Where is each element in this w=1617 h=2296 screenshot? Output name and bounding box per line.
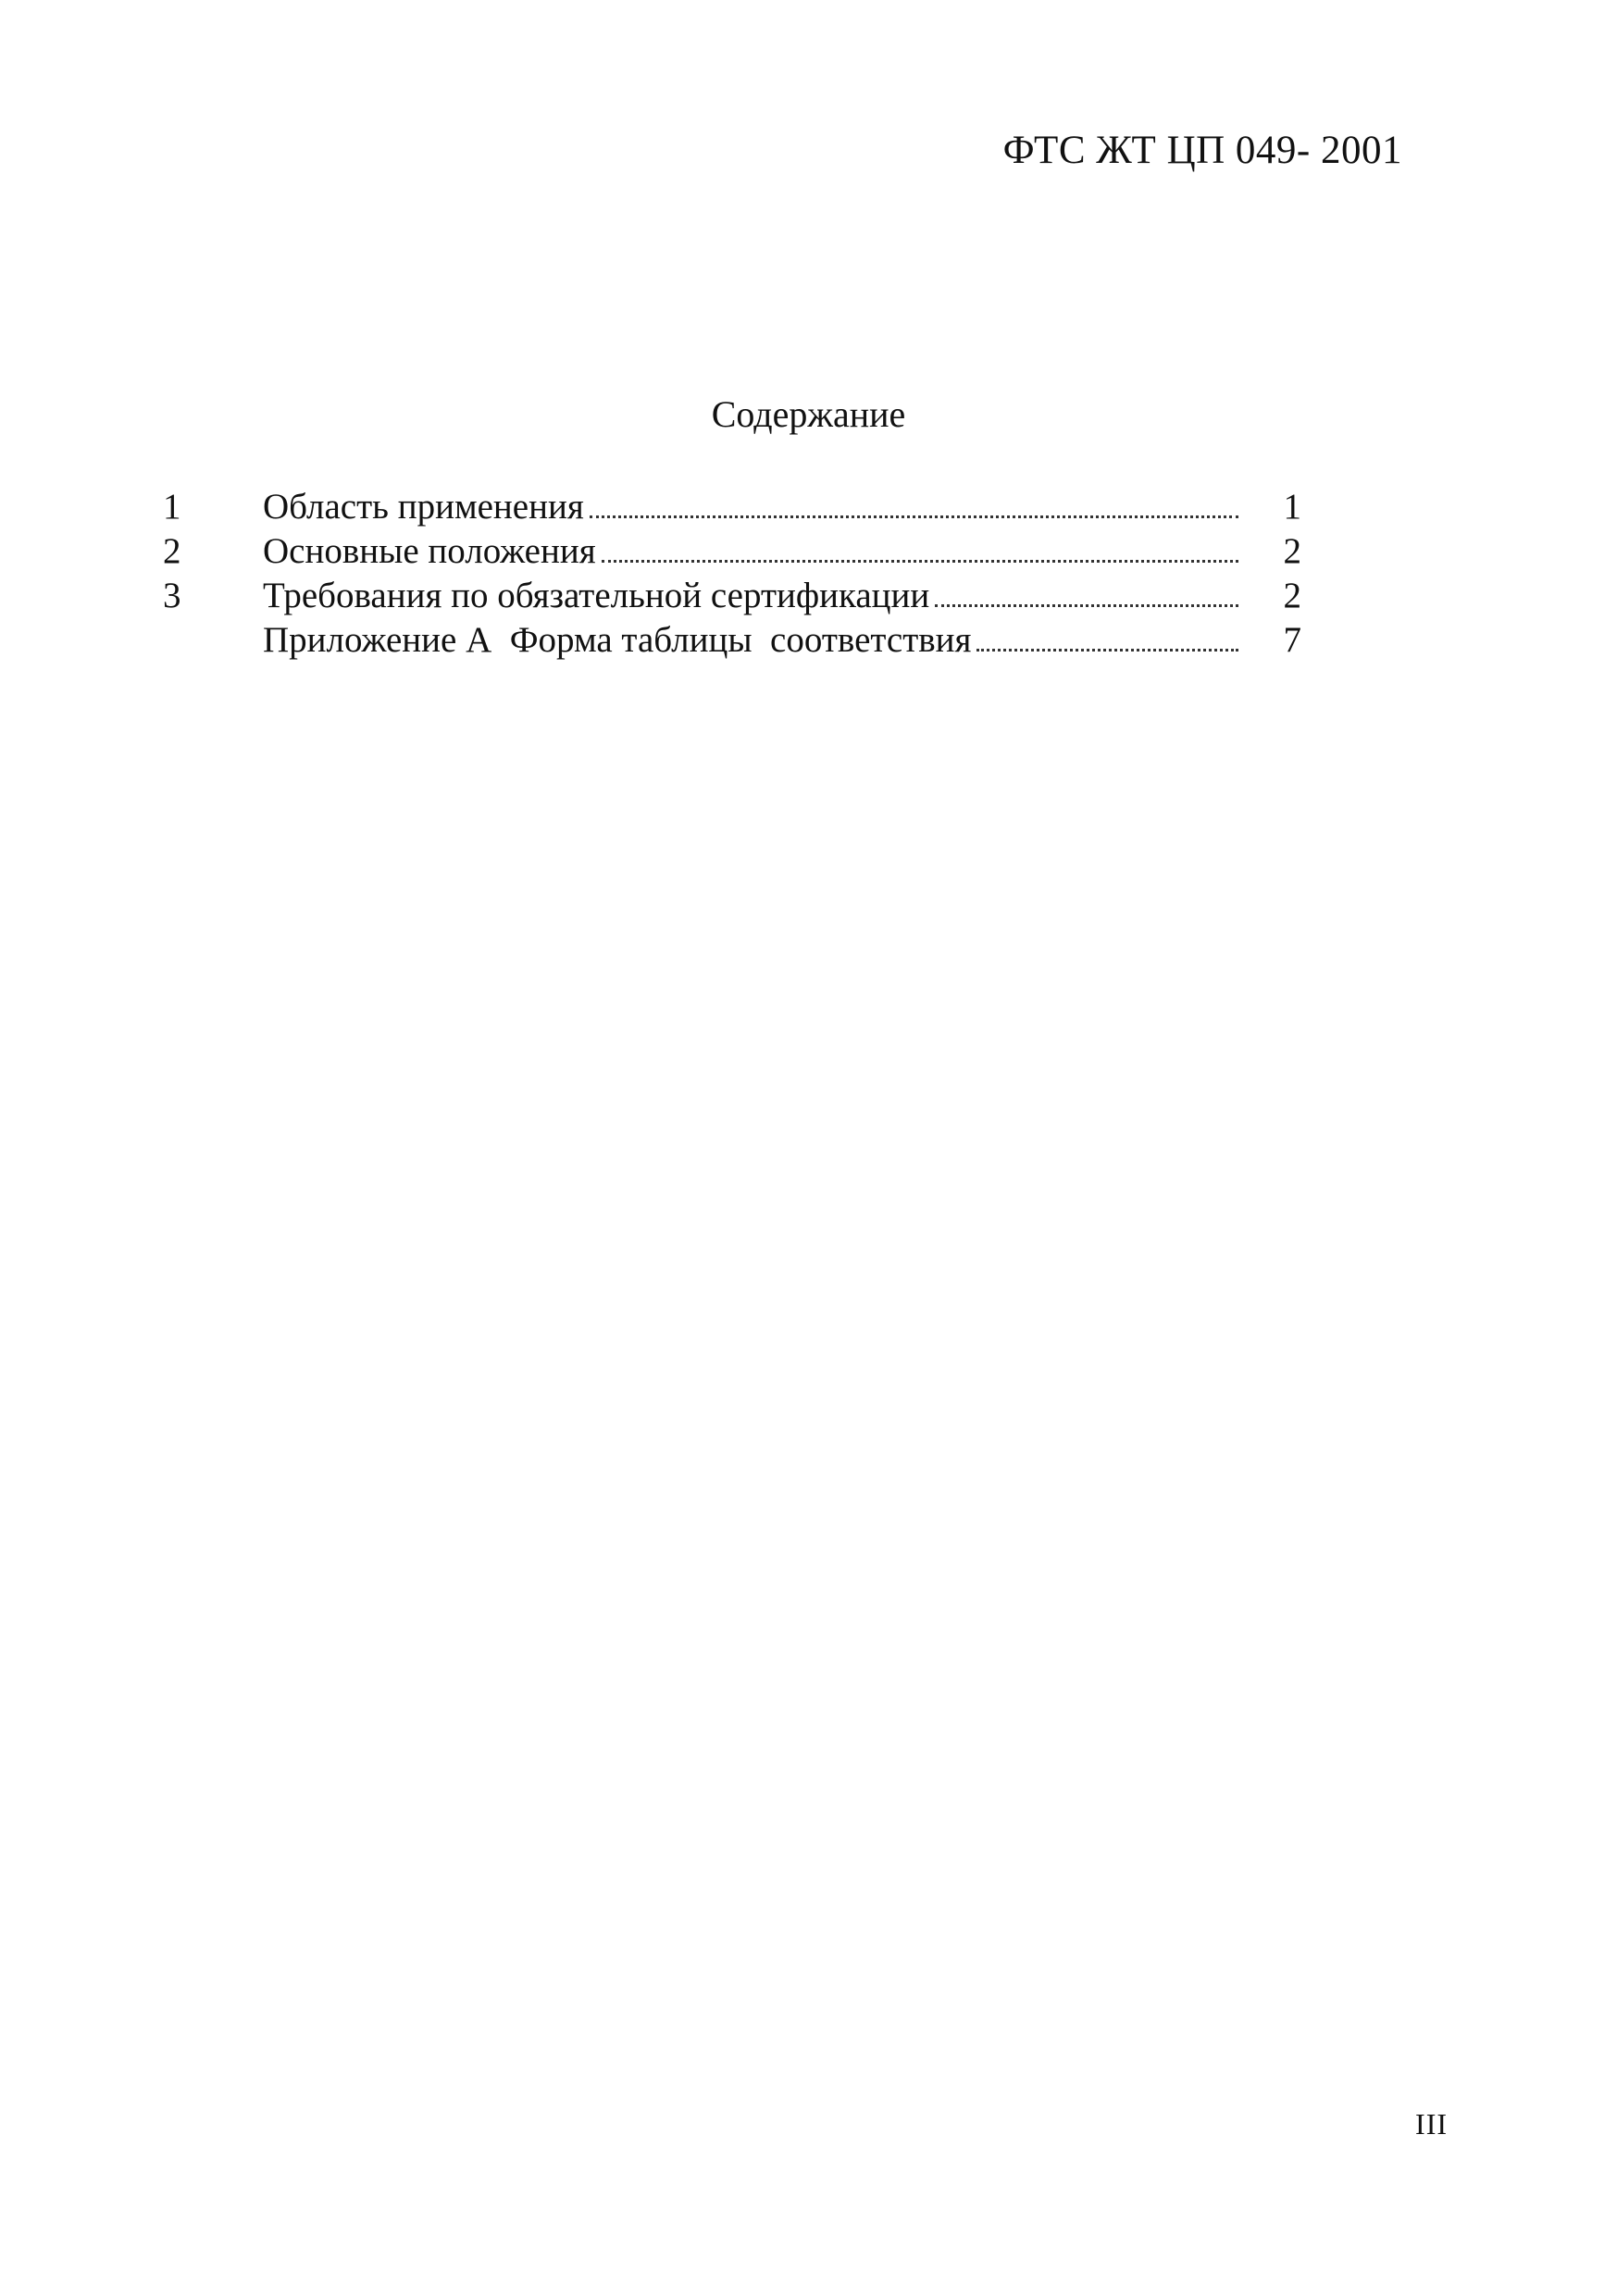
toc-entry-page: 2 — [1283, 576, 1301, 615]
page-number: III — [1415, 2107, 1448, 2141]
toc-entry-page: 7 — [1283, 620, 1301, 660]
toc-title: Содержание — [711, 393, 906, 435]
toc-entry-label: Основные положения — [263, 531, 596, 571]
toc-entry[interactable] — [163, 529, 1301, 574]
toc-entry-line — [263, 485, 1244, 529]
toc-entry-line — [263, 574, 1244, 618]
toc-entry-appendix[interactable] — [163, 618, 1301, 663]
toc-entry-page: 1 — [1283, 487, 1301, 527]
toc-entry-number: 2 — [163, 531, 181, 571]
toc-entry-label: Приложение А Форма таблицы соответствия — [263, 620, 972, 660]
toc-entry-line — [263, 618, 1244, 663]
toc-entry-label: Требования по обязательной сертификации — [263, 576, 930, 615]
toc-entry-page: 2 — [1283, 531, 1301, 571]
toc-entry[interactable] — [163, 485, 1301, 529]
toc-entry[interactable] — [163, 574, 1301, 618]
document-code: ФТС ЖТ ЦП 049- 2001 — [1002, 129, 1402, 172]
dot-leader — [976, 649, 1238, 652]
toc-entry-label: Область применения — [263, 487, 584, 527]
dot-leader — [935, 604, 1238, 607]
table-of-contents — [163, 485, 1301, 663]
dot-leader — [602, 560, 1238, 563]
toc-entry-number: 1 — [163, 487, 181, 527]
dot-leader — [590, 515, 1238, 518]
toc-entry-number: 3 — [163, 576, 181, 615]
toc-entry-line — [263, 529, 1244, 574]
